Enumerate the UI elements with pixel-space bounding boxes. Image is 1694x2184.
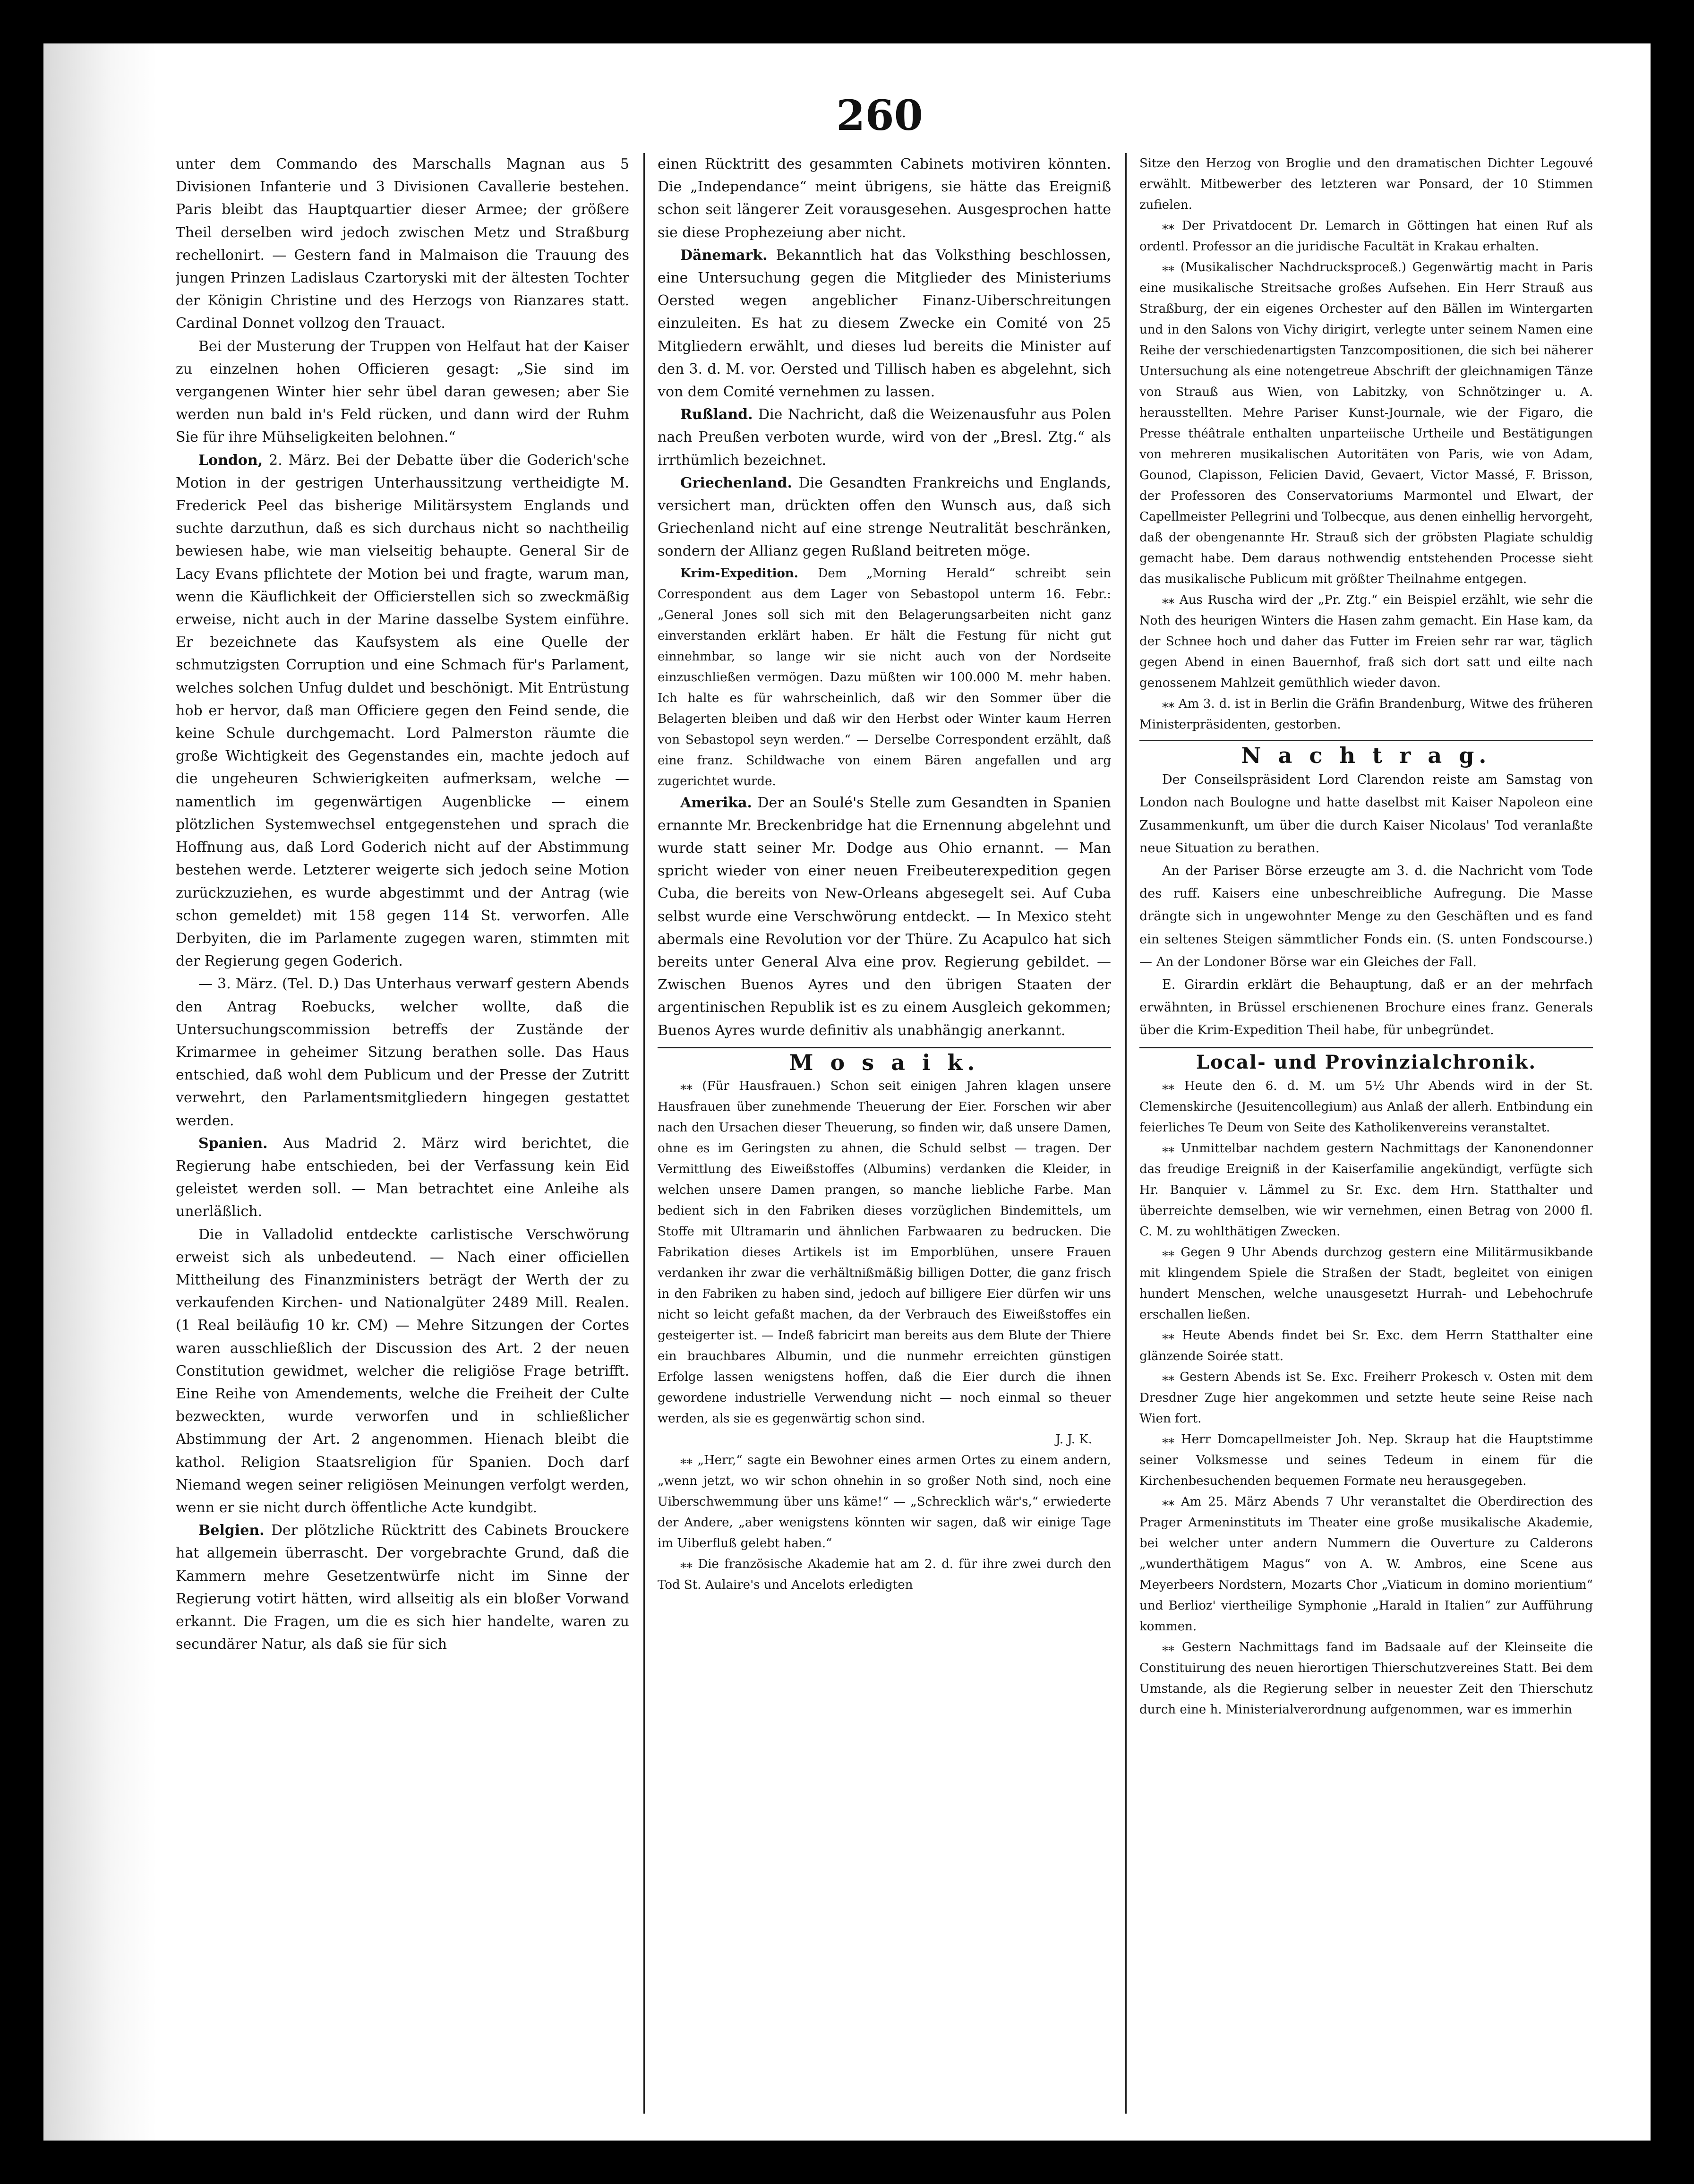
local-item-skraup: ⁎⁎ Herr Domcapellmeister Joh. Nep. Skraup hat die Hauptstimme seiner Volksmesse und seines Tedeum in einem für die Kirchenbesuchenden bequemen Formate neu herausgegeben. — [1139, 1432, 1593, 1488]
mosaik-heading: M o s a i k. — [658, 1047, 1111, 1074]
paragraph-russland — [658, 403, 1111, 472]
nachtrag-clarendon: Der Conseilspräsident Lord Clarendon reiste am Samstag von London nach Boulogne und hatte daselbst mit Kaiser Napoleon eine Zusammenkunft, um über die durch Kaiser Nicolaus' Tod veranlaßte neue Situation zu berathen. — [1139, 772, 1593, 856]
mosaik-item-brandenburg: ⁎⁎ Am 3. d. ist in Berlin die Gräfin Brandenburg, Witwe des früheren Ministerpräsidenten, gestorben. — [1139, 697, 1593, 732]
belgien-text: Der plötzliche Rücktritt des Cabinets Brouckere hat allgemein überrascht. Der vorgebrachte Grund, daß die Kammern mehre Gesetzentwürfe nicht im Sinne der Regierung votirt hätten, wird allseitig als ein bloßer Vorwand erkannt. Die Fragen, um die es sich hier handelte, waren zu secundärer Natur, als daß sie für sich — [176, 1522, 629, 1653]
mosaik-item-hase: ⁎⁎ Aus Ruscha wird der „Pr. Ztg.“ ein Beispiel erzählt, wie sehr die Noth des heurigen Winters die Hasen zahm gemacht. Ein Hase kam, da der Schnee hoch und daher das Futter im Freien sehr rar war, täglich gegen Abend in einen Bauernhof, fraß sich dort satt und eilte nach genossenem Mahlzeit gemüthlich wieder davon. — [1139, 593, 1593, 690]
griechenland-heading: Griechenland. — [680, 474, 792, 491]
local-chronicle-block — [1139, 1076, 1593, 1720]
amerika-heading: Amerika. — [680, 794, 752, 811]
spanien-text: Aus Madrid 2. März wird berichtet, die Regierung habe entschieden, bei der Verfassung kein Eid geleistet werden soll. — Man betrachtet eine Anleihe als unerläßlich. — [176, 1135, 629, 1220]
paragraph-belgien — [176, 1519, 629, 1656]
krim-heading: Krim-Expedition. — [680, 566, 798, 581]
mosaik-signature: J. J. K. — [1055, 1432, 1092, 1447]
page-gutter-shadow — [43, 43, 157, 2141]
krim-text: Dem „Morning Herald“ schreibt sein Correspondent aus dem Lager von Sebastopol unterm 16. Febr.: „General Jones soll sich mit den Belagerungsarbeiten nicht ganz einverstanden erklärt haben. Er hält die Festung für nicht gut einnehmbar, so lange wir sie nicht auch von der Nordseite einzuschließen vermögen. Dazu müßten wir 100.000 M. mehr haben. Ich halte es für wahrscheinlich, daß wir den Sommer über die Belagerten bleiben und daß wir den Herbst oder Winter kaum Herren von Sebastopol seyn werden.“ — Derselbe Correspondent erzählt, daß eine franz. Schildwache von einem Bären angefallen und arg zugerichtet wurde. — [658, 566, 1111, 788]
column-3 — [1139, 153, 1593, 2114]
newspaper-page — [43, 43, 1651, 2141]
nachtrag-heading: N a c h t r a g. — [1139, 740, 1593, 767]
paragraph-helfaut: Bei der Musterung der Truppen von Helfaut hat der Kaiser zu einzelnen hohen Officieren gesagt: „Sie sind im vergangenen Winter hier sehr übel daran gewesen; aber Sie werden nun bald in's Feld rücken, und dann wird der Ruhm Sie für ihre Mühseligkeiten belohnen.“ — [176, 338, 629, 446]
amerika-text: Der an Soulé's Stelle zum Gesandten in Spanien ernannte Mr. Breckenbridge hat die Ernennung abgelehnt und wurde statt seiner Mr. Dodge aus Ohio ernannt. — Man spricht wieder von einer neuen Freibeuterexpedition gegen Cuba, die bereits von New-Orleans abgesegelt sei. Auf Cuba selbst wurde eine Verschwörung entdeckt. — In Mexico steht abermals eine Revolution vor der Thüre. Zu Acapulco hat sich bereits unter General Alva eine prov. Regierung gebildet. — Zwischen Buenos Ayres und den übrigen Staaten der argentinischen Republik ist es zu einem Ausgleich gekommen; Buenos Ayres wurde definitiv als unabhängig anerkannt. — [658, 794, 1111, 1039]
daenemark-heading: Dänemark. — [680, 247, 768, 264]
paragraph-march3: — 3. März. (Tel. D.) Das Unterhaus verwarf gestern Abends den Antrag Roebucks, welcher wollte, daß die Untersuchungscommission betreffs der Zustände der Krimarmee in geheimer Sitzung berathen solle. Das Haus entschied, daß wohl dem Publicum und der Presse der Zutritt verwehrt, den Parlamentsmitgliedern hingegen gestattet werden. — [176, 976, 629, 1129]
krim-block — [658, 563, 1111, 792]
paragraph-daenemark — [658, 244, 1111, 403]
london-heading: London, — [198, 452, 263, 469]
nachtrag-boerse: An der Pariser Börse erzeugte am 3. d. die Nachricht vom Tode des ruff. Kaisers eine unbeschreibliche Aufregung. Die Masse drängte sich in ungewohnter Menge zu den Geschäften und es fand ein seltenes Steigen sämmtlicher Fonds ein. (S. unten Fondscourse.) — An der Londoner Börse war ein Gleiches der Fall. — [1139, 864, 1593, 969]
london-text: 2. März. Bei der Debatte über die Goderich'sche Motion in der gestrigen Unterhaussitzung vertheidigte M. Frederick Peel das bisherige Militärsystem Englands und suchte darzuthun, daß es sich durchaus nicht so nachtheilig bewiesen habe, wie man vielseitig behaupte. General Sir de Lacy Evans pflichtete der Motion bei und fragte, warum man, wenn die Käuflichkeit der Officierstellen sich so zweckmäßig erweise, nicht auch in der Marine dasselbe System einführe. Er bezeichnete das Kaufsystem als eine Quelle der schmutzigsten Corruption und eine Schmach für's Parlament, welches solchen Unfug duldet und beschönigt. Mit Entrüstung hob er hervor, daß man Officiere gegen den Feind sende, die keine Schule durchgemacht. Lord Palmerston räumte die große Wichtigkeit des Gegenstandes ein, machte jedoch auf die ungeheuren Schwierigkeiten aufmerksam, welche — namentlich im gegenwärtigen Augenblicke — einem plötzlichen Systemwechsel entgegenstehen und sprach die Hoffnung aus, daß Lord Goderich nicht auf der Abstimmung bestehen werde. Letzterer weigerte sich jedoch seine Motion zurückzuziehen, es wurde abgestimmt und der Antrag (wie schon gemeldet) mit 158 gegen 114 St. verworfen. Alle Derbyiten, die im Parlamente zugegen waren, stimmten mit der Regierung gegen Goderich. — [176, 452, 629, 970]
local-item-akademie: ⁎⁎ Am 25. März Abends 7 Uhr veranstaltet die Oberdirection des Prager Armeninstituts im Theater eine große musikalische Akademie, bei welcher unter andern Nummern die Ouverture zu Calderons „wunderthätigem Magus“ von A. W. Ambros, eine Scene aus Meyerbeers Nordstern, Mozarts Chor „Viaticum in domino morientium“ und Berlioz' viertheilige Symphonie „Harald in Italien“ zur Aufführung kommen. — [1139, 1494, 1593, 1634]
column-1 — [176, 153, 629, 2114]
mosaik-block — [658, 1076, 1111, 1595]
local-item-laemmel: ⁎⁎ Unmittelbar nachdem gestern Nachmittags der Kanonendonner das freudige Ereigniß in der Kaiserfamilie angekündigt, verfügte sich Hr. Banquier v. Lämmel zu Sr. Exc. dem Hrn. Statthalter und überreichte demselben, wie wir vernehmen, einen Betrag von 2000 fl. C. M. zu wohlthätigen Zwecken. — [1139, 1141, 1593, 1239]
paragraph-belgien-cont: einen Rücktritt des gesammten Cabinets motiviren könnten. Die „Independance“ meint übrigens, sie hätte das Ereigniß schon seit längerer Zeit vorausgesehen. Ausgesprochen hatte sie diese Prophezeiung aber nicht. — [658, 156, 1111, 241]
mosaik-item-hausfrauen: ⁎⁎ (Für Hausfrauen.) Schon seit einigen Jahren klagen unsere Hausfrauen über zunehmende Theuerung der Eier. Forschen wir aber nach den Ursachen dieser Theuerung, so finden wir, daß unsere Damen, ohne es im Geringsten zu ahnen, die Schuld selbst — tragen. Der Vermittlung des Eiweißstoffes (Albumins) verdanken die Kleider, in welchen unsere Damen prangen, so manche liebliche Farbe. Man bedient sich in den Fabriken dieses vorzüglichen Bindemittels, um Stoffe mit Ultramarin und ähnlichen Farbwaaren zu bedrucken. Die Fabrikation dieses Artikels ist im Emporblühen, unsere Frauen verdanken ihr zwar die verhältnißmäßig billigen Dotter, die ganz frisch in den Fabriken zu haben sind, jedoch auf billigere Eier dürfen wir uns nicht so leicht gefaßt machen, da der Verbrauch des Eiweißstoffes ein gesteigerter ist. — Indeß fabricirt man bereits aus dem Blute der Thiere ein brauchbares Albumin, und die nunmehr erreichten günstigen Erfolge lassen wenigstens hoffen, daß die Eier durch die ihnen gewordene industrielle Verwendung nicht — noch einmal so theuer werden, als sie es gegenwärtig schon sind. — [658, 1079, 1111, 1426]
column-2 — [658, 153, 1111, 2114]
local-chronicle-heading: Local- und Provinzialchronik. — [1139, 1047, 1593, 1074]
paragraph-spanien-2: Die in Valladolid entdeckte carlistische Verschwörung erweist sich als unbedeutend. — Nach einer officiellen Mittheilung des Finanzministers beträgt der Werth der zu verkaufenden Kirchen- und Nationalgüter 2489 Mill. Realen. (1 Real beiläufig 10 kr. CM) — Mehre Sitzungen der Cortes waren ausschließlich der Discussion des Art. 2 der neuen Constitution gewidmet, welcher die religiöse Frage betrifft. Eine Reihe von Amendements, welche die Freiheit der Culte bezweckten, wurde verworfen und in schließlicher Abstimmung der Art. 2 angenommen. Hienach bleibt die kathol. Religion Staatsreligion für Spanien. Doch darf Niemand wegen seiner religiösen Meinungen verfolgt werden, wenn er sie nicht durch öffentliche Acte kundgibt. — [176, 1226, 629, 1516]
page-number: 260 — [836, 91, 923, 140]
column-rule-1 — [643, 153, 645, 2114]
paragraph-krim — [658, 563, 1111, 792]
russland-text: Die Nachricht, daß die Weizenausfuhr aus Polen nach Preußen verboten wurde, wird von der „Bresl. Ztg.“ als irrthümlich bezeichnet. — [658, 406, 1111, 469]
mosaik-item-goettingen: ⁎⁎ Der Privatdocent Dr. Lemarch in Göttingen hat einen Ruf als ordentl. Professor an die juridische Facultät in Krakau erhalten. — [1139, 219, 1593, 254]
mosaik-item-akademie: ⁎⁎ Die französische Akademie hat am 2. d. für ihre zwei durch den Tod St. Aulaire's und Ancelots erledigten — [658, 1557, 1111, 1593]
local-item-soiree: ⁎⁎ Heute Abends findet bei Sr. Exc. dem Herrn Statthalter eine glänzende Soirée statt. — [1139, 1328, 1593, 1363]
mosaik-continued-block — [1139, 153, 1593, 735]
spanien-heading: Spanien. — [198, 1135, 268, 1152]
nachtrag-girardin: E. Girardin erklärt die Behauptung, daß er an der mehrfach erwähnten, in Brüssel erschienenen Brochure eines franz. Generals über die Krim-Expedition Theil habe, für unbegründet. — [1139, 977, 1593, 1038]
paragraph-amerika — [658, 792, 1111, 1042]
local-item-thierschutz: ⁎⁎ Gestern Nachmittags fand im Badsaale auf der Kleinseite die Constituirung des neuen hierortigen Thierschutzvereines Statt. Bei dem Umstande, als die Regierung selber in neuester Zeit den Thierschutz durch eine h. Ministerialverordnung aufgenommen, war es immerhin — [1139, 1640, 1593, 1717]
paragraph-france: unter dem Commando des Marschalls Magnan aus 5 Divisionen Infanterie und 3 Divisionen Cavallerie bestehen. Paris bleibt das Hauptquartier dieser Armee; der größere Theil derselben wird jedoch zwischen Metz und Straßburg rechellonirt. — Gestern fand in Malmaison die Trauung des jungen Prinzen Ladislaus Czartoryski mit der ältesten Tochter der Königin Christine und des Herzogs von Rianzares statt. Cardinal Donnet vollzog den Trauact. — [176, 156, 629, 332]
griechenland-text: Die Gesandten Frankreichs und Englands, versichert man, drückten offen den Wunsch aus, daß sich Griechenland nicht auf eine strenge Neutralität beschränken, sondern der Allianz gegen Rußland beitreten möge. — [658, 474, 1111, 560]
mosaik-akademie-cont: Sitze den Herzog von Broglie und den dramatischen Dichter Legouvé erwählt. Mitbewerber des letzteren war Ponsard, der 10 Stimmen zufielen. — [1139, 156, 1593, 212]
russland-heading: Rußland. — [680, 406, 753, 423]
local-item-musikbande: ⁎⁎ Gegen 9 Uhr Abends durchzog gestern eine Militärmusikbande mit klingendem Spiele die Straßen der Stadt, begleitet von einigen hundert Menschen, welche unausgesetzt Hurrah- und Lebehochrufe erschallen ließen. — [1139, 1245, 1593, 1322]
column-rule-2 — [1125, 153, 1127, 2114]
daenemark-text: Bekanntlich hat das Volksthing beschlossen, eine Untersuchung gegen die Mitglieder des Ministeriums Oersted wegen angeblicher Finanz-Uiberschreitungen einzuleiten. Es hat zu diesem Zwecke ein Comité von 25 Mitgliedern erwählt, und dieses lud bereits die Minister auf den 3. d. M. vor. Oersted und Tillisch haben es abgelehnt, sich von dem Comité vernehmen zu lassen. — [658, 247, 1111, 401]
mosaik-item-nachdruck: ⁎⁎ (Musikalischer Nachdrucksproceß.) Gegenwärtig macht in Paris eine musikalische Streitsache großes Aufsehen. Ein Herr Strauß aus Straßburg, der ein eigenes Orchester auf den Bällen im Wintergarten und in den Salons von Vichy dirigirt, verlegte unter seinem Namen eine Reihe der verschiedenartigsten Tanzcompositionen, die sich bei näherer Untersuchung als eine notengetreue Abschrift der gleichnamigen Tänze von Strauß aus Wien, von Labitzky, von Schnötzinger u. A. herausstellten. Mehre Pariser Kunst-Journale, wie der Figaro, die Presse théâtrale enthalten unparteiische Urtheile und Bestätigungen von mehreren musikalischen Autoritäten von Paris, wie von Adam, Gounod, Clapisson, Felicien David, Gevaert, Victor Massé, F. Brisson, der Professoren des Conservatoriums Marmontel und Elwart, der Capellmeister Pellegrini und Tolbecque, aus denen einhellig hervorgeht, daß der obengenannte Hr. Strauß sich der gröbsten Plagiate schuldig gemacht habe. Dem daraus nothwendig entstehenden Processe sieht das musikalische Publicum mit größter Theilnahme entgegen. — [1139, 260, 1593, 586]
paragraph-griechenland — [658, 472, 1111, 563]
local-item-te-deum: ⁎⁎ Heute den 6. d. M. um 5½ Uhr Abends wird in der St. Clemenskirche (Jesuitencollegium) aus Anlaß der allerh. Entbindung ein feierliches Te Deum von Seite des Katholikenvereins veranstaltet. — [1139, 1079, 1593, 1135]
local-item-prokesch: ⁎⁎ Gestern Abends ist Se. Exc. Freiherr Prokesch v. Osten mit dem Dresdner Zuge hier angekommen und setzte heute seine Reise nach Wien fort. — [1139, 1370, 1593, 1426]
belgien-heading: Belgien. — [198, 1522, 265, 1539]
mosaik-item-herr: ⁎⁎ „Herr,“ sagte ein Bewohner eines armen Ortes zu einem andern, „wenn jetzt, wo wir schon ohnehin in so großer Noth sind, noch eine Uiberschwemmung über uns käme!“ — „Schrecklich wär's,“ erwiederte der Andere, „aber wenigstens könnten wir sagen, daß wir einige Tage im Uiberfluß gelebt haben.“ — [658, 1453, 1111, 1551]
paragraph-london — [176, 449, 629, 973]
paragraph-spanien — [176, 1132, 629, 1224]
